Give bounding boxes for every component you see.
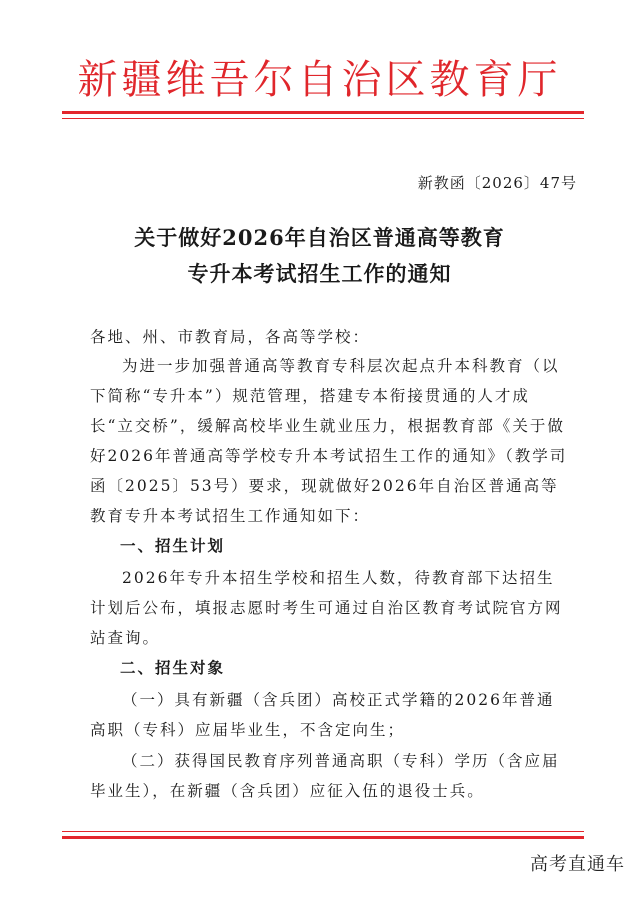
issuing-authority-masthead: 新疆维吾尔自治区教育厅 — [77, 57, 562, 103]
red-divider-top-thick — [62, 111, 584, 114]
intro-paragraph: 为进一步加强普通高等教育专科层次起点升本科教育（以下简称“专升本”）规范管理，搭建专本衔接贯通的人才成长“立交桥”，缓解高校毕业生就业压力，根据教育部《关于做好2026年普通高等学校专升本考试招生工作的通知》（教学司函〔2025〕53号）要求，现就做好2026年自治区普通高等教育专升本考试招生工作通知如下： — [90, 357, 568, 525]
red-divider-bottom-thin — [62, 831, 584, 832]
section1-heading: 一、招生计划 — [120, 537, 226, 555]
section2-item2: （二）获得国民教育序列普通高职（专科）学历（含应届毕业生），在新疆（含兵团）应征入伍的退役士兵。 — [90, 752, 560, 800]
section2-item1: （一）具有新疆（含兵团）高校正式学籍的2026年普通高职（专科）应届毕业生，不含定向生； — [90, 691, 555, 739]
notice-title-line2: 专升本考试招生工作的通知 — [187, 261, 452, 286]
document-number: 新教函〔2026〕47号 — [417, 174, 577, 192]
notice-title-line1: 关于做好2026年自治区普通高等教育 — [134, 225, 505, 250]
source-watermark: 高考直通车 — [530, 854, 625, 875]
red-divider-bottom-thick — [62, 836, 584, 839]
addressee: 各地、州、市教育局，各高等学校： — [90, 328, 371, 346]
section1-body: 2026年专升本招生学校和招生人数，待教育部下达招生计划后公布，填报志愿时考生可通过自治区教育考试院官方网站查询。 — [90, 569, 563, 647]
section2-heading: 二、招生对象 — [120, 659, 226, 677]
red-divider-top-thin — [62, 118, 584, 119]
